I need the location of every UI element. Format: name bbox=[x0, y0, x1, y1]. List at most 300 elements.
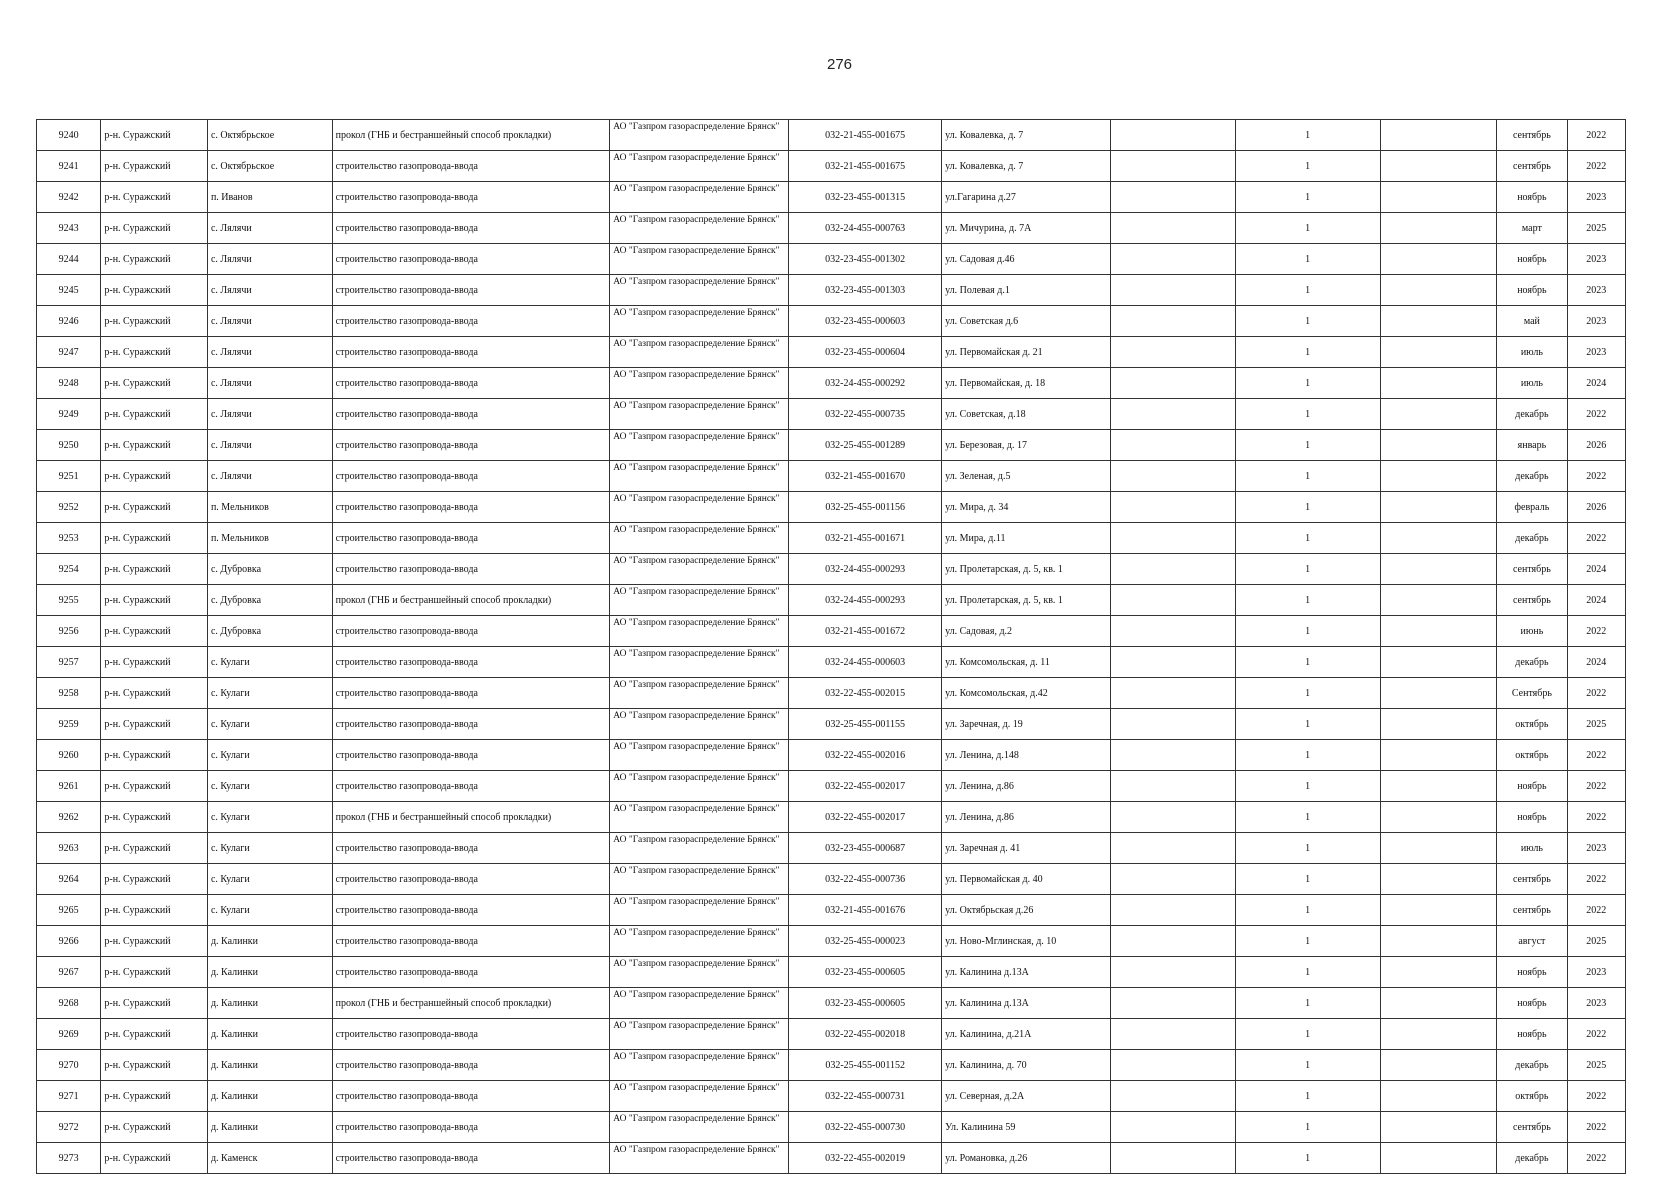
district-cell: р-н. Суражский bbox=[101, 1112, 208, 1143]
quantity-cell: 1 bbox=[1235, 833, 1380, 864]
row-number-cell: 9244 bbox=[37, 244, 101, 275]
organization-cell: АО "Газпром газораспределение Брянск" bbox=[610, 337, 789, 368]
empty-cell bbox=[1380, 1112, 1497, 1143]
empty-cell bbox=[1380, 864, 1497, 895]
empty-cell bbox=[1111, 461, 1236, 492]
row-number-cell: 9270 bbox=[37, 1050, 101, 1081]
row-number-cell: 9240 bbox=[37, 120, 101, 151]
month-cell: ноябрь bbox=[1497, 771, 1567, 802]
district-cell: р-н. Суражский bbox=[101, 1081, 208, 1112]
work-type-cell: строительство газопровода-ввода bbox=[332, 771, 610, 802]
month-cell: сентябрь bbox=[1497, 864, 1567, 895]
district-cell: р-н. Суражский bbox=[101, 988, 208, 1019]
settlement-cell: с. Лялячи bbox=[207, 430, 332, 461]
organization-cell: АО "Газпром газораспределение Брянск" bbox=[610, 430, 789, 461]
table-row bbox=[37, 895, 1626, 926]
district-cell: р-н. Суражский bbox=[101, 1050, 208, 1081]
object-code-cell: 032-21-455-001671 bbox=[789, 523, 942, 554]
organization-cell: АО "Газпром газораспределение Брянск" bbox=[610, 1019, 789, 1050]
work-type-cell: строительство газопровода-ввода bbox=[332, 1081, 610, 1112]
month-cell: октябрь bbox=[1497, 740, 1567, 771]
address-cell: ул. Мира, д.11 bbox=[942, 523, 1111, 554]
table-row bbox=[37, 771, 1626, 802]
quantity-cell: 1 bbox=[1235, 213, 1380, 244]
object-code-cell: 032-23-455-001302 bbox=[789, 244, 942, 275]
row-number-cell: 9242 bbox=[37, 182, 101, 213]
year-cell: 2023 bbox=[1567, 833, 1625, 864]
year-cell: 2022 bbox=[1567, 151, 1625, 182]
quantity-cell: 1 bbox=[1235, 616, 1380, 647]
settlement-cell: д. Калинки bbox=[207, 1081, 332, 1112]
object-code-cell: 032-25-455-001289 bbox=[789, 430, 942, 461]
table-row bbox=[37, 926, 1626, 957]
row-number-cell: 9251 bbox=[37, 461, 101, 492]
work-type-cell: строительство газопровода-ввода bbox=[332, 275, 610, 306]
row-number-cell: 9267 bbox=[37, 957, 101, 988]
work-type-cell: строительство газопровода-ввода bbox=[332, 926, 610, 957]
settlement-cell: с. Лялячи bbox=[207, 368, 332, 399]
quantity-cell: 1 bbox=[1235, 1081, 1380, 1112]
month-cell: июль bbox=[1497, 368, 1567, 399]
month-cell: ноябрь bbox=[1497, 244, 1567, 275]
table-row bbox=[37, 275, 1626, 306]
district-cell: р-н. Суражский bbox=[101, 678, 208, 709]
quantity-cell: 1 bbox=[1235, 1112, 1380, 1143]
table-row bbox=[37, 554, 1626, 585]
quantity-cell: 1 bbox=[1235, 368, 1380, 399]
district-cell: р-н. Суражский bbox=[101, 368, 208, 399]
works-table-container bbox=[36, 119, 1626, 1174]
year-cell: 2024 bbox=[1567, 647, 1625, 678]
address-cell: ул. Ленина, д.86 bbox=[942, 771, 1111, 802]
object-code-cell: 032-22-455-000730 bbox=[789, 1112, 942, 1143]
year-cell: 2023 bbox=[1567, 306, 1625, 337]
quantity-cell: 1 bbox=[1235, 771, 1380, 802]
empty-cell bbox=[1380, 182, 1497, 213]
object-code-cell: 032-23-455-000605 bbox=[789, 988, 942, 1019]
work-type-cell: строительство газопровода-ввода bbox=[332, 430, 610, 461]
empty-cell bbox=[1380, 1019, 1497, 1050]
district-cell: р-н. Суражский bbox=[101, 771, 208, 802]
work-type-cell: строительство газопровода-ввода bbox=[332, 895, 610, 926]
empty-cell bbox=[1380, 461, 1497, 492]
settlement-cell: с. Кулаги bbox=[207, 740, 332, 771]
object-code-cell: 032-22-455-000735 bbox=[789, 399, 942, 430]
quantity-cell: 1 bbox=[1235, 151, 1380, 182]
work-type-cell: строительство газопровода-ввода bbox=[332, 492, 610, 523]
quantity-cell: 1 bbox=[1235, 709, 1380, 740]
settlement-cell: с. Октябрьское bbox=[207, 151, 332, 182]
organization-cell: АО "Газпром газораспределение Брянск" bbox=[610, 585, 789, 616]
table-row bbox=[37, 833, 1626, 864]
empty-cell bbox=[1111, 678, 1236, 709]
empty-cell bbox=[1380, 585, 1497, 616]
district-cell: р-н. Суражский bbox=[101, 244, 208, 275]
empty-cell bbox=[1380, 554, 1497, 585]
address-cell: ул. Заречная д. 41 bbox=[942, 833, 1111, 864]
quantity-cell: 1 bbox=[1235, 647, 1380, 678]
object-code-cell: 032-23-455-000605 bbox=[789, 957, 942, 988]
row-number-cell: 9263 bbox=[37, 833, 101, 864]
empty-cell bbox=[1380, 926, 1497, 957]
year-cell: 2024 bbox=[1567, 585, 1625, 616]
district-cell: р-н. Суражский bbox=[101, 399, 208, 430]
empty-cell bbox=[1380, 1050, 1497, 1081]
row-number-cell: 9256 bbox=[37, 616, 101, 647]
year-cell: 2023 bbox=[1567, 275, 1625, 306]
empty-cell bbox=[1111, 182, 1236, 213]
month-cell: сентябрь bbox=[1497, 151, 1567, 182]
table-row bbox=[37, 523, 1626, 554]
work-type-cell: строительство газопровода-ввода bbox=[332, 337, 610, 368]
empty-cell bbox=[1380, 833, 1497, 864]
table-row bbox=[37, 244, 1626, 275]
empty-cell bbox=[1380, 120, 1497, 151]
month-cell: май bbox=[1497, 306, 1567, 337]
district-cell: р-н. Суражский bbox=[101, 585, 208, 616]
year-cell: 2023 bbox=[1567, 988, 1625, 1019]
work-type-cell: строительство газопровода-ввода bbox=[332, 306, 610, 337]
district-cell: р-н. Суражский bbox=[101, 461, 208, 492]
empty-cell bbox=[1111, 926, 1236, 957]
quantity-cell: 1 bbox=[1235, 988, 1380, 1019]
empty-cell bbox=[1111, 833, 1236, 864]
address-cell: ул. Полевая д.1 bbox=[942, 275, 1111, 306]
quantity-cell: 1 bbox=[1235, 957, 1380, 988]
organization-cell: АО "Газпром газораспределение Брянск" bbox=[610, 244, 789, 275]
empty-cell bbox=[1111, 430, 1236, 461]
table-row bbox=[37, 957, 1626, 988]
address-cell: ул. Садовая, д.2 bbox=[942, 616, 1111, 647]
quantity-cell: 1 bbox=[1235, 306, 1380, 337]
empty-cell bbox=[1111, 771, 1236, 802]
row-number-cell: 9249 bbox=[37, 399, 101, 430]
district-cell: р-н. Суражский bbox=[101, 957, 208, 988]
month-cell: Сентябрь bbox=[1497, 678, 1567, 709]
empty-cell bbox=[1111, 492, 1236, 523]
empty-cell bbox=[1380, 678, 1497, 709]
address-cell: ул. Комсомольская, д. 11 bbox=[942, 647, 1111, 678]
year-cell: 2024 bbox=[1567, 554, 1625, 585]
table-row bbox=[37, 1112, 1626, 1143]
row-number-cell: 9258 bbox=[37, 678, 101, 709]
settlement-cell: д. Калинки bbox=[207, 957, 332, 988]
empty-cell bbox=[1111, 523, 1236, 554]
month-cell: сентябрь bbox=[1497, 585, 1567, 616]
address-cell: ул. Романовка, д.26 bbox=[942, 1143, 1111, 1174]
table-row bbox=[37, 461, 1626, 492]
settlement-cell: с. Кулаги bbox=[207, 833, 332, 864]
object-code-cell: 032-21-455-001670 bbox=[789, 461, 942, 492]
year-cell: 2022 bbox=[1567, 1081, 1625, 1112]
month-cell: январь bbox=[1497, 430, 1567, 461]
settlement-cell: п. Мельников bbox=[207, 492, 332, 523]
settlement-cell: с. Лялячи bbox=[207, 244, 332, 275]
empty-cell bbox=[1111, 895, 1236, 926]
object-code-cell: 032-21-455-001675 bbox=[789, 151, 942, 182]
row-number-cell: 9264 bbox=[37, 864, 101, 895]
district-cell: р-н. Суражский bbox=[101, 802, 208, 833]
address-cell: ул. Заречная, д. 19 bbox=[942, 709, 1111, 740]
address-cell: ул. Советская д.6 bbox=[942, 306, 1111, 337]
quantity-cell: 1 bbox=[1235, 492, 1380, 523]
work-type-cell: строительство газопровода-ввода bbox=[332, 368, 610, 399]
year-cell: 2023 bbox=[1567, 337, 1625, 368]
work-type-cell: строительство газопровода-ввода bbox=[332, 1050, 610, 1081]
table-row bbox=[37, 616, 1626, 647]
quantity-cell: 1 bbox=[1235, 926, 1380, 957]
organization-cell: АО "Газпром газораспределение Брянск" bbox=[610, 368, 789, 399]
row-number-cell: 9271 bbox=[37, 1081, 101, 1112]
district-cell: р-н. Суражский bbox=[101, 740, 208, 771]
month-cell: декабрь bbox=[1497, 523, 1567, 554]
district-cell: р-н. Суражский bbox=[101, 926, 208, 957]
district-cell: р-н. Суражский bbox=[101, 833, 208, 864]
empty-cell bbox=[1380, 771, 1497, 802]
year-cell: 2022 bbox=[1567, 771, 1625, 802]
empty-cell bbox=[1111, 709, 1236, 740]
year-cell: 2022 bbox=[1567, 616, 1625, 647]
quantity-cell: 1 bbox=[1235, 1143, 1380, 1174]
organization-cell: АО "Газпром газораспределение Брянск" bbox=[610, 461, 789, 492]
organization-cell: АО "Газпром газораспределение Брянск" bbox=[610, 1112, 789, 1143]
table-row bbox=[37, 678, 1626, 709]
empty-cell bbox=[1380, 213, 1497, 244]
year-cell: 2022 bbox=[1567, 895, 1625, 926]
organization-cell: АО "Газпром газораспределение Брянск" bbox=[610, 492, 789, 523]
district-cell: р-н. Суражский bbox=[101, 1143, 208, 1174]
year-cell: 2026 bbox=[1567, 430, 1625, 461]
year-cell: 2022 bbox=[1567, 864, 1625, 895]
settlement-cell: д. Каменск bbox=[207, 1143, 332, 1174]
object-code-cell: 032-22-455-002016 bbox=[789, 740, 942, 771]
quantity-cell: 1 bbox=[1235, 523, 1380, 554]
settlement-cell: д. Калинки bbox=[207, 1050, 332, 1081]
empty-cell bbox=[1380, 709, 1497, 740]
empty-cell bbox=[1380, 802, 1497, 833]
work-type-cell: строительство газопровода-ввода bbox=[332, 244, 610, 275]
address-cell: ул. Северная, д.2А bbox=[942, 1081, 1111, 1112]
settlement-cell: д. Калинки bbox=[207, 1112, 332, 1143]
quantity-cell: 1 bbox=[1235, 337, 1380, 368]
table-row bbox=[37, 337, 1626, 368]
row-number-cell: 9266 bbox=[37, 926, 101, 957]
address-cell: ул. Ленина, д.86 bbox=[942, 802, 1111, 833]
empty-cell bbox=[1111, 616, 1236, 647]
month-cell: март bbox=[1497, 213, 1567, 244]
settlement-cell: с. Лялячи bbox=[207, 461, 332, 492]
row-number-cell: 9253 bbox=[37, 523, 101, 554]
address-cell: ул. Ленина, д.148 bbox=[942, 740, 1111, 771]
table-row bbox=[37, 864, 1626, 895]
month-cell: июль bbox=[1497, 337, 1567, 368]
row-number-cell: 9241 bbox=[37, 151, 101, 182]
address-cell: ул. Первомайская, д. 18 bbox=[942, 368, 1111, 399]
year-cell: 2025 bbox=[1567, 709, 1625, 740]
work-type-cell: строительство газопровода-ввода bbox=[332, 647, 610, 678]
quantity-cell: 1 bbox=[1235, 1019, 1380, 1050]
object-code-cell: 032-22-455-000736 bbox=[789, 864, 942, 895]
row-number-cell: 9262 bbox=[37, 802, 101, 833]
address-cell: ул. Первомайская д. 40 bbox=[942, 864, 1111, 895]
district-cell: р-н. Суражский bbox=[101, 709, 208, 740]
organization-cell: АО "Газпром газораспределение Брянск" bbox=[610, 523, 789, 554]
settlement-cell: с. Кулаги bbox=[207, 802, 332, 833]
empty-cell bbox=[1111, 399, 1236, 430]
object-code-cell: 032-24-455-000763 bbox=[789, 213, 942, 244]
district-cell: р-н. Суражский bbox=[101, 1019, 208, 1050]
row-number-cell: 9254 bbox=[37, 554, 101, 585]
year-cell: 2022 bbox=[1567, 1019, 1625, 1050]
organization-cell: АО "Газпром газораспределение Брянск" bbox=[610, 306, 789, 337]
object-code-cell: 032-23-455-000603 bbox=[789, 306, 942, 337]
address-cell: ул. Калинина д.13А bbox=[942, 957, 1111, 988]
settlement-cell: с. Лялячи bbox=[207, 306, 332, 337]
row-number-cell: 9250 bbox=[37, 430, 101, 461]
empty-cell bbox=[1380, 151, 1497, 182]
work-type-cell: строительство газопровода-ввода bbox=[332, 740, 610, 771]
row-number-cell: 9243 bbox=[37, 213, 101, 244]
object-code-cell: 032-21-455-001672 bbox=[789, 616, 942, 647]
empty-cell bbox=[1111, 1112, 1236, 1143]
month-cell: декабрь bbox=[1497, 647, 1567, 678]
month-cell: ноябрь bbox=[1497, 988, 1567, 1019]
district-cell: р-н. Суражский bbox=[101, 616, 208, 647]
district-cell: р-н. Суражский bbox=[101, 337, 208, 368]
address-cell: ул. Пролетарская, д. 5, кв. 1 bbox=[942, 585, 1111, 616]
table-row bbox=[37, 492, 1626, 523]
table-row bbox=[37, 585, 1626, 616]
empty-cell bbox=[1380, 244, 1497, 275]
settlement-cell: с. Лялячи bbox=[207, 213, 332, 244]
month-cell: февраль bbox=[1497, 492, 1567, 523]
empty-cell bbox=[1111, 585, 1236, 616]
organization-cell: АО "Газпром газораспределение Брянск" bbox=[610, 151, 789, 182]
organization-cell: АО "Газпром газораспределение Брянск" bbox=[610, 864, 789, 895]
address-cell: ул. Калинина д.13А bbox=[942, 988, 1111, 1019]
address-cell: ул. Пролетарская, д. 5, кв. 1 bbox=[942, 554, 1111, 585]
organization-cell: АО "Газпром газораспределение Брянск" bbox=[610, 182, 789, 213]
row-number-cell: 9260 bbox=[37, 740, 101, 771]
empty-cell bbox=[1111, 864, 1236, 895]
work-type-cell: строительство газопровода-ввода bbox=[332, 1112, 610, 1143]
quantity-cell: 1 bbox=[1235, 585, 1380, 616]
table-row bbox=[37, 151, 1626, 182]
object-code-cell: 032-23-455-000604 bbox=[789, 337, 942, 368]
work-type-cell: строительство газопровода-ввода bbox=[332, 523, 610, 554]
empty-cell bbox=[1111, 151, 1236, 182]
settlement-cell: п. Иванов bbox=[207, 182, 332, 213]
settlement-cell: с. Кулаги bbox=[207, 678, 332, 709]
month-cell: сентябрь bbox=[1497, 1112, 1567, 1143]
object-code-cell: 032-21-455-001675 bbox=[789, 120, 942, 151]
year-cell: 2023 bbox=[1567, 957, 1625, 988]
district-cell: р-н. Суражский bbox=[101, 492, 208, 523]
month-cell: июль bbox=[1497, 833, 1567, 864]
table-row bbox=[37, 1143, 1626, 1174]
quantity-cell: 1 bbox=[1235, 399, 1380, 430]
object-code-cell: 032-22-455-000731 bbox=[789, 1081, 942, 1112]
address-cell: ул. Садовая д.46 bbox=[942, 244, 1111, 275]
month-cell: сентябрь bbox=[1497, 554, 1567, 585]
table-row bbox=[37, 988, 1626, 1019]
empty-cell bbox=[1380, 368, 1497, 399]
organization-cell: АО "Газпром газораспределение Брянск" bbox=[610, 926, 789, 957]
organization-cell: АО "Газпром газораспределение Брянск" bbox=[610, 1081, 789, 1112]
work-type-cell: прокол (ГНБ и бестраншейный способ прокладки) bbox=[332, 988, 610, 1019]
quantity-cell: 1 bbox=[1235, 554, 1380, 585]
empty-cell bbox=[1380, 523, 1497, 554]
row-number-cell: 9273 bbox=[37, 1143, 101, 1174]
quantity-cell: 1 bbox=[1235, 275, 1380, 306]
work-type-cell: строительство газопровода-ввода bbox=[332, 554, 610, 585]
table-row bbox=[37, 1050, 1626, 1081]
object-code-cell: 032-25-455-001152 bbox=[789, 1050, 942, 1081]
settlement-cell: д. Калинки bbox=[207, 988, 332, 1019]
table-row bbox=[37, 182, 1626, 213]
object-code-cell: 032-23-455-001315 bbox=[789, 182, 942, 213]
district-cell: р-н. Суражский bbox=[101, 554, 208, 585]
table-row bbox=[37, 430, 1626, 461]
address-cell: ул. Зеленая, д.5 bbox=[942, 461, 1111, 492]
table-row bbox=[37, 740, 1626, 771]
table-row bbox=[37, 1081, 1626, 1112]
row-number-cell: 9272 bbox=[37, 1112, 101, 1143]
work-type-cell: строительство газопровода-ввода bbox=[332, 616, 610, 647]
works-table bbox=[36, 119, 1626, 1174]
quantity-cell: 1 bbox=[1235, 244, 1380, 275]
district-cell: р-н. Суражский bbox=[101, 151, 208, 182]
year-cell: 2022 bbox=[1567, 399, 1625, 430]
month-cell: сентябрь bbox=[1497, 895, 1567, 926]
work-type-cell: строительство газопровода-ввода bbox=[332, 678, 610, 709]
object-code-cell: 032-21-455-001676 bbox=[789, 895, 942, 926]
row-number-cell: 9265 bbox=[37, 895, 101, 926]
row-number-cell: 9246 bbox=[37, 306, 101, 337]
district-cell: р-н. Суражский bbox=[101, 864, 208, 895]
address-cell: ул. Ново-Мглинская, д. 10 bbox=[942, 926, 1111, 957]
row-number-cell: 9248 bbox=[37, 368, 101, 399]
object-code-cell: 032-25-455-001155 bbox=[789, 709, 942, 740]
organization-cell: АО "Газпром газораспределение Брянск" bbox=[610, 771, 789, 802]
settlement-cell: п. Мельников bbox=[207, 523, 332, 554]
address-cell: ул. Мичурина, д. 7А bbox=[942, 213, 1111, 244]
table-row bbox=[37, 120, 1626, 151]
address-cell: ул. Мира, д. 34 bbox=[942, 492, 1111, 523]
address-cell: ул. Первомайская д. 21 bbox=[942, 337, 1111, 368]
row-number-cell: 9268 bbox=[37, 988, 101, 1019]
object-code-cell: 032-24-455-000603 bbox=[789, 647, 942, 678]
object-code-cell: 032-24-455-000293 bbox=[789, 554, 942, 585]
empty-cell bbox=[1380, 988, 1497, 1019]
work-type-cell: строительство газопровода-ввода bbox=[332, 399, 610, 430]
empty-cell bbox=[1111, 1050, 1236, 1081]
row-number-cell: 9261 bbox=[37, 771, 101, 802]
object-code-cell: 032-24-455-000293 bbox=[789, 585, 942, 616]
empty-cell bbox=[1111, 1143, 1236, 1174]
empty-cell bbox=[1380, 616, 1497, 647]
settlement-cell: с. Кулаги bbox=[207, 709, 332, 740]
organization-cell: АО "Газпром газораспределение Брянск" bbox=[610, 833, 789, 864]
table-row bbox=[37, 647, 1626, 678]
year-cell: 2022 bbox=[1567, 740, 1625, 771]
month-cell: ноябрь bbox=[1497, 802, 1567, 833]
month-cell: август bbox=[1497, 926, 1567, 957]
object-code-cell: 032-25-455-000023 bbox=[789, 926, 942, 957]
settlement-cell: с. Кулаги bbox=[207, 895, 332, 926]
settlement-cell: с. Лялячи bbox=[207, 275, 332, 306]
year-cell: 2022 bbox=[1567, 678, 1625, 709]
